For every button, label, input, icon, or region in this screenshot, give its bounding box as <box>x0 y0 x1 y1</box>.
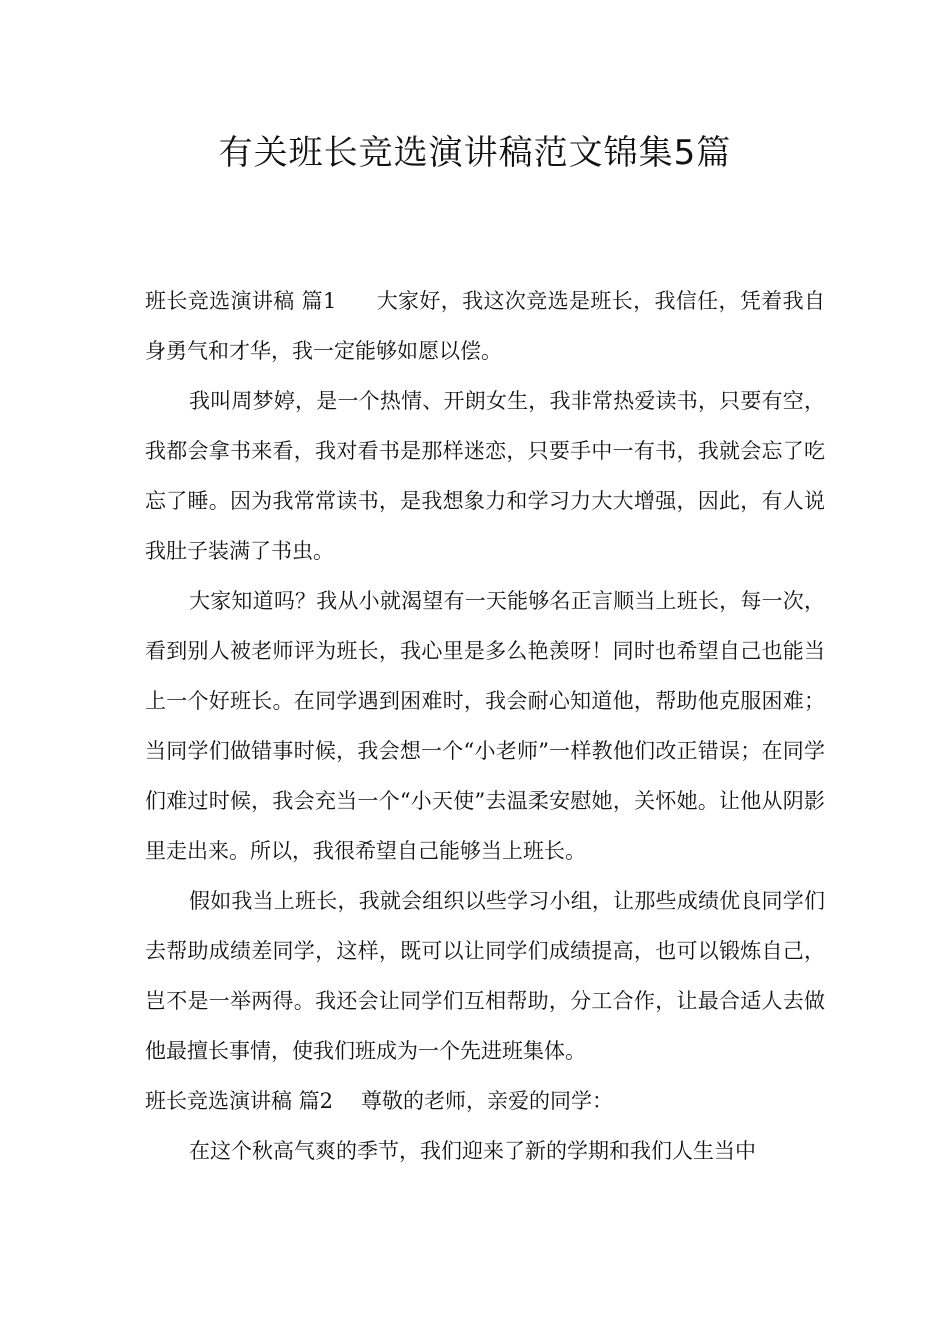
section-2-opening <box>145 1076 825 1126</box>
section-2-paragraph: 在这个秋高气爽的季节，我们迎来了新的学期和我们人生当中 <box>189 1139 756 1163</box>
section-1-first-text: 大家好，我这次竞选是班长，我信任，凭着我自身勇气和才华，我一定能够如愿以偿。 <box>145 289 825 363</box>
section-1-paragraph: 我叫周梦婷，是一个热情、开朗女生，我非常热爱读书，只要有空，我都会拿书来看，我对看书是那样迷恋，只要手中一有书，我就会忘了吃忘了睡。因为我常常读书，是我想象力和学习力大大增强，因此，有人说我肚子装满了书虫。 <box>145 389 825 563</box>
document-title: 有关班长竞选演讲稿范文锦集5篇 <box>218 133 732 173</box>
section-1-opening <box>145 276 825 376</box>
section-1-paragraph: 假如我当上班长，我就会组织以些学习小组，让那些成绩优良同学们去帮助成绩差同学，这样，既可以让同学们成绩提高，也可以锻炼自己，岂不是一举两得。我还会让同学们互相帮助，分工合作，让最合适人去做他最擅长事情，使我们班成为一个先进班集体。 <box>145 889 825 1063</box>
section-2-heading: 班长竞选演讲稿 篇2 <box>145 1089 334 1113</box>
section-1-heading: 班长竞选演讲稿 篇1 <box>145 289 337 313</box>
section-2-first-text: 尊敬的老师，亲爱的同学： <box>361 1089 614 1113</box>
document-body <box>145 276 825 1176</box>
section-1-paragraph: 大家知道吗？我从小就渴望有一天能够名正言顺当上班长，每一次，看到别人被老师评为班长，我心里是多么艳羡呀！同时也希望自己也能当上一个好班长。在同学遇到困难时，我会耐心知道他，帮助他克服困难；当同学们做错事时候，我会想一个“小老师”一样教他们改正错误；在同学们难过时候，我会充当一个“小天使”去温柔安慰她，关怀她。让他从阴影里走出来。所以，我很希望自己能够当上班长。 <box>145 589 825 863</box>
